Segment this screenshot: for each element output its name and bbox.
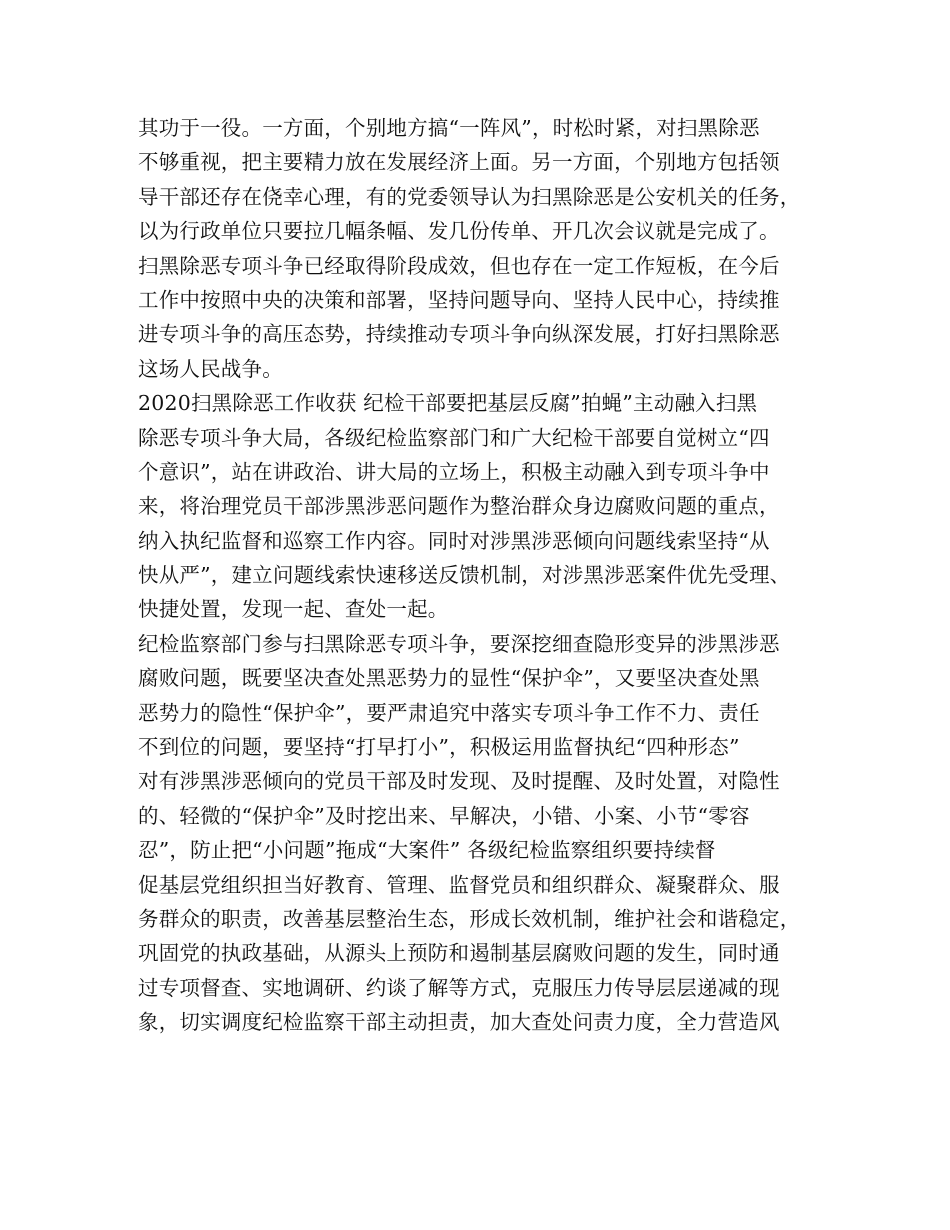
text-line: 务群众的职责，改善基层整治生态，形成长效机制，维护社会和谐稳定， bbox=[138, 906, 801, 931]
body-text bbox=[138, 111, 818, 1040]
text-line: 象，切实调度纪检监察干部主动担责，加大查处问责力度，全力营造风 bbox=[138, 1010, 780, 1035]
text-line: 进专项斗争的高压态势，持续推动专项斗争向纵深发展，打好扫黑除恶 bbox=[138, 322, 780, 347]
text-line: 来，将治理党员干部涉黑涉恶问题作为整治群众身边腐败问题的重点， bbox=[138, 494, 780, 519]
text-line: 导干部还存在侥幸心理，有的党委领导认为扫黑除恶是公安机关的任务， bbox=[138, 184, 801, 209]
text-line: 对有涉黑涉恶倾向的党员干部及时发现、及时提醒、及时处置，对隐性 bbox=[138, 769, 780, 794]
text-line: 促基层党组织担当好教育、管理、监督党员和组织群众、凝聚群众、服 bbox=[138, 872, 780, 897]
text-line: 工作中按照中央的决策和部署，坚持问题导向、坚持人民中心，持续推 bbox=[138, 287, 780, 312]
text-line: 个意识”，站在讲政治、讲大局的立场上，积极主动融入到专项斗争中 bbox=[138, 459, 770, 484]
text-line: 腐败问题，既要坚决查处黑恶势力的显性“保护伞”，又要坚决查处黑 bbox=[138, 666, 760, 691]
text-line: 这场人民战争。 bbox=[138, 356, 283, 381]
text-line: 过专项督查、实地调研、约谈了解等方式，克服压力传导层层递减的现 bbox=[138, 975, 780, 1000]
text-line: 其功于一役。一方面，个别地方搞“一阵风”，时松时紧，对扫黑除恶 bbox=[138, 116, 760, 140]
text-line: 不到位的问题，要坚持“打早打小”，积极运用监督执纪“四种形态” bbox=[138, 735, 740, 760]
text-line: 除恶专项斗争大局，各级纪检监察部门和广大纪检干部要自觉树立“四 bbox=[138, 425, 770, 450]
text-line: 的、轻微的“保护伞”及时挖出来、早解决，小错、小案、小节“零容 bbox=[138, 803, 750, 828]
text-line: 扫黑除恶专项斗争已经取得阶段成效，但也存在一定工作短板，在今后 bbox=[138, 253, 780, 278]
text-line: 纪检监察部门参与扫黑除恶专项斗争，要深挖细查隐形变异的涉黑涉恶 bbox=[138, 631, 780, 656]
text-line: 纳入执纪监督和巡察工作内容。同时对涉黑涉恶倾向问题线索坚持“从 bbox=[138, 528, 770, 553]
text-line: 恶势力的隐性“保护伞”，要严肃追究中落实专项斗争工作不力、责任 bbox=[138, 700, 760, 725]
text-line: 忍”，防止把“小问题”拖成“大案件” 各级纪检监察组织要持续督 bbox=[138, 838, 716, 863]
text-line: 以为行政单位只要拉几幅条幅、发几份传单、开几次会议就是完成了。 bbox=[138, 219, 780, 244]
text-line: 巩固党的执政基础，从源头上预防和遏制基层腐败问题的发生，同时通 bbox=[138, 941, 780, 966]
text-line: 快捷处置，发现一起、查处一起。 bbox=[138, 597, 449, 622]
text-line: 快从严”，建立问题线索快速移送反馈机制，对涉黑涉恶案件优先受理、 bbox=[138, 563, 791, 588]
text-line: 不够重视，把主要精力放在发展经济上面。另一方面，个别地方包括领 bbox=[138, 150, 780, 175]
text-line: 2020扫黑除恶工作收获 纪检干部要把基层反腐”拍蝇”主动融入扫黑 bbox=[138, 391, 758, 416]
